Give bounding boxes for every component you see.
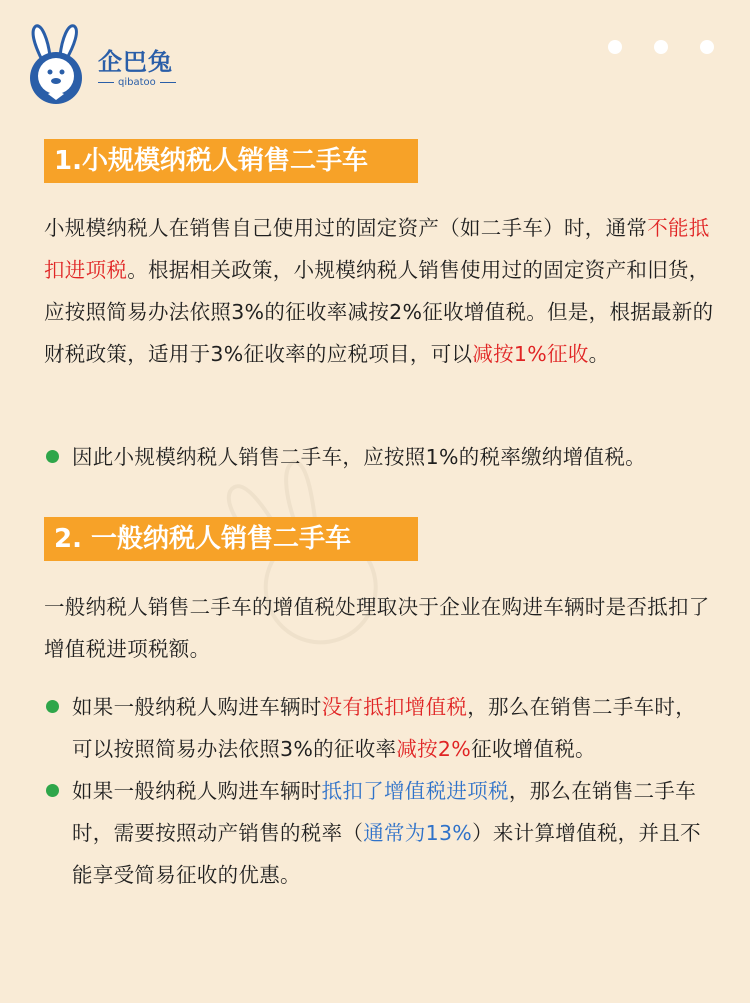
highlight-blue: 通常为13%: [363, 821, 473, 845]
highlight-red: 没有抵扣增值税: [321, 695, 468, 719]
highlight-red: 减按2%: [396, 737, 472, 761]
section-1-title: 1.小规模纳税人销售二手车: [44, 139, 418, 183]
brand-sub: [98, 77, 176, 88]
highlight-red: 不能抵扣进项税: [44, 216, 710, 282]
section-2-bullet-1: [44, 686, 714, 770]
text: 。根据相关政策，小规模纳税人销售使用过的固定资产和旧货，应按照简易办法依照3%的征收率减按2%征收增值税。但是，根据最新的财税政策，适用于3%征收率的应税项目，可以: [44, 258, 714, 366]
brand-sub-text: qibatoo: [118, 77, 156, 88]
divider: [160, 82, 176, 83]
section-2-title: 2. 一般纳税人销售二手车: [44, 517, 418, 561]
rabbit-logo-icon: [20, 22, 94, 106]
section-1-bullet: [44, 436, 714, 478]
text: 小规模纳税人在销售自己使用过的固定资产（如二手车）时，通常: [44, 216, 648, 240]
brand-name: 企巴兔: [98, 48, 173, 76]
text: 如果一般纳税人购进车辆时: [72, 695, 322, 719]
text: ，那么在销售二手车时，需要按照动产销售的税率（: [72, 779, 697, 845]
brand-text: [98, 48, 176, 88]
text: 。: [588, 342, 610, 366]
text: ）来计算增值税，并且不能享受简易征收的优惠。: [72, 821, 701, 887]
section-2-paragraph: 一般纳税人销售二手车的增值税处理取决于企业在购进车辆时是否抵扣了增值税进项税额。: [44, 595, 710, 661]
text: 征收增值税。: [471, 737, 596, 761]
text: 如果一般纳税人购进车辆时: [72, 779, 322, 803]
brand-logo: [20, 22, 176, 106]
bullet-dot-icon: [46, 450, 59, 463]
highlight-red: 减按1%征收: [472, 342, 589, 366]
divider: [98, 82, 114, 83]
dot-icon: [654, 40, 668, 54]
dot-icon: [608, 40, 622, 54]
section-2-bullet-2: [44, 770, 714, 896]
bullet-dot-icon: [46, 700, 59, 713]
dot-icon: [700, 40, 714, 54]
decor-dots: [608, 40, 714, 54]
bullet-dot-icon: [46, 784, 59, 797]
bullet-text: 因此小规模纳税人销售二手车，应按照1%的税率缴纳增值税。: [72, 445, 646, 469]
text: ，那么在销售二手车时，可以按照简易办法依照3%的征收率: [72, 695, 697, 761]
highlight-blue: 抵扣了增值税进项税: [321, 779, 509, 803]
section-1-paragraph: [44, 207, 714, 375]
